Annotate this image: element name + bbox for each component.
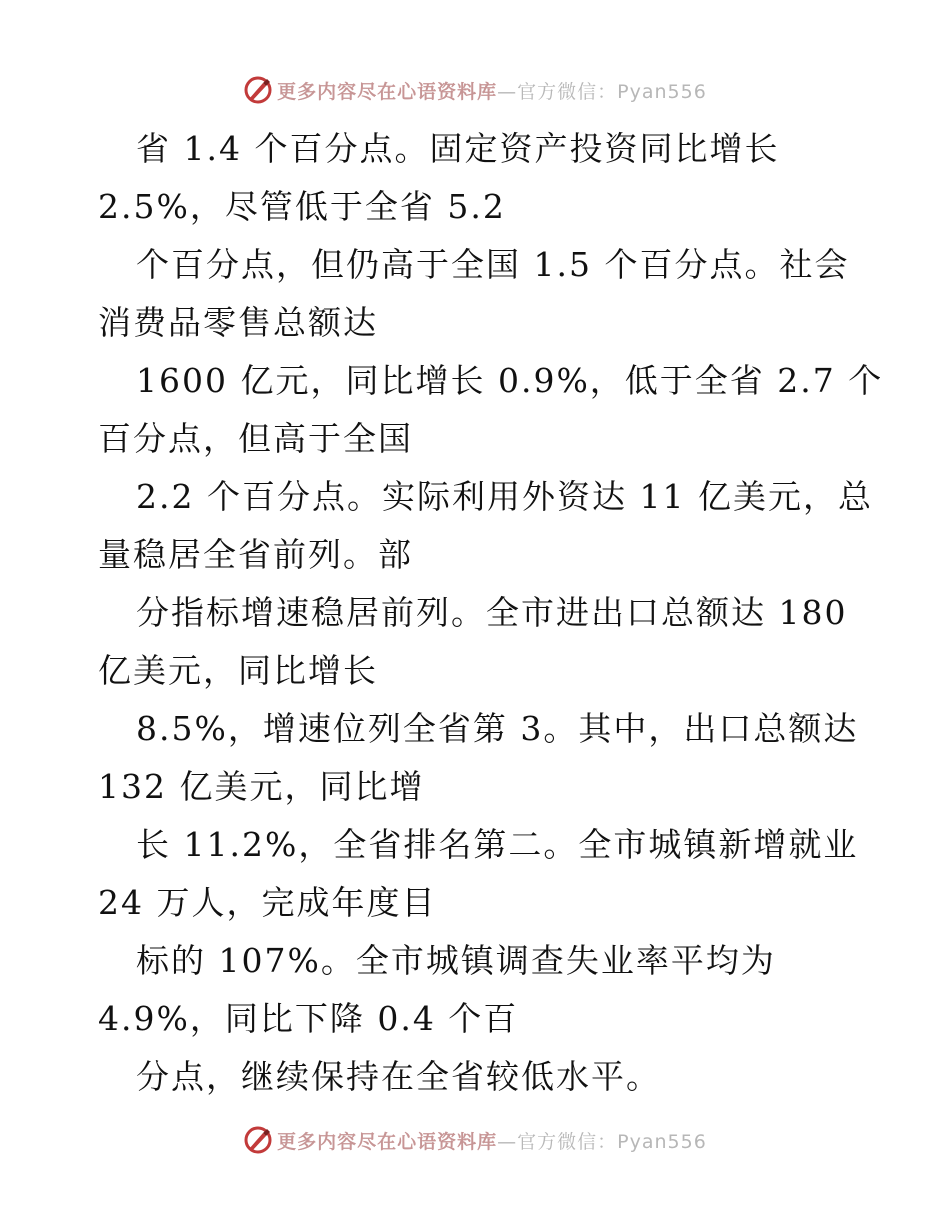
watermark-text (277, 1127, 707, 1154)
watermark-sub-text: 官方微信：Pyan556 (517, 1130, 707, 1153)
pen-circle-logo-icon (243, 75, 273, 105)
watermark-separator: — (497, 80, 518, 103)
text-line: 个百分点，但仍高于全国 1.5 个百分点。社会 (136, 245, 850, 284)
text-line: 省 1.4 个百分点。固定资产投资同比增长 (136, 129, 780, 168)
text-line: 亿美元，同比增长 (98, 651, 378, 690)
text-line: 百分点，但高于全国 (98, 419, 413, 458)
text-line: 消费品零售总额达 (98, 303, 378, 342)
text-line: 分点，继续保持在全省较低水平。 (136, 1057, 661, 1096)
watermark-main-text: 更多内容尽在心语资料库 (277, 80, 498, 103)
text-line: 标的 107%。全市城镇调查失业率平均为 (136, 941, 776, 980)
watermark-text (277, 77, 707, 104)
text-line: 4.9%，同比下降 0.4 个百 (98, 999, 519, 1038)
watermark-sub-text: 官方微信：Pyan556 (517, 80, 707, 103)
text-line: 分指标增速稳居前列。全市进出口总额达 180 (136, 593, 848, 632)
watermark-main-text: 更多内容尽在心语资料库 (277, 1130, 498, 1153)
header-watermark (0, 70, 950, 110)
text-line: 长 11.2%，全省排名第二。全市城镇新增就业 (136, 825, 859, 864)
text-line: 1600 亿元，同比增长 0.9%，低于全省 2.7 个 (136, 361, 884, 400)
footer-watermark (0, 1120, 950, 1160)
text-line: 2.2 个百分点。实际利用外资达 11 亿美元，总 (136, 477, 873, 516)
text-line: 8.5%，增速位列全省第 3。其中，出口总额达 (136, 709, 859, 748)
text-line: 24 万人，完成年度目 (98, 883, 437, 922)
text-line: 132 亿美元，同比增 (98, 767, 425, 806)
watermark-separator: — (497, 1130, 518, 1153)
text-line: 量稳居全省前列。部 (98, 535, 413, 574)
pen-circle-logo-icon (243, 1125, 273, 1155)
text-line: 2.5%，尽管低于全省 5.2 (98, 187, 506, 226)
